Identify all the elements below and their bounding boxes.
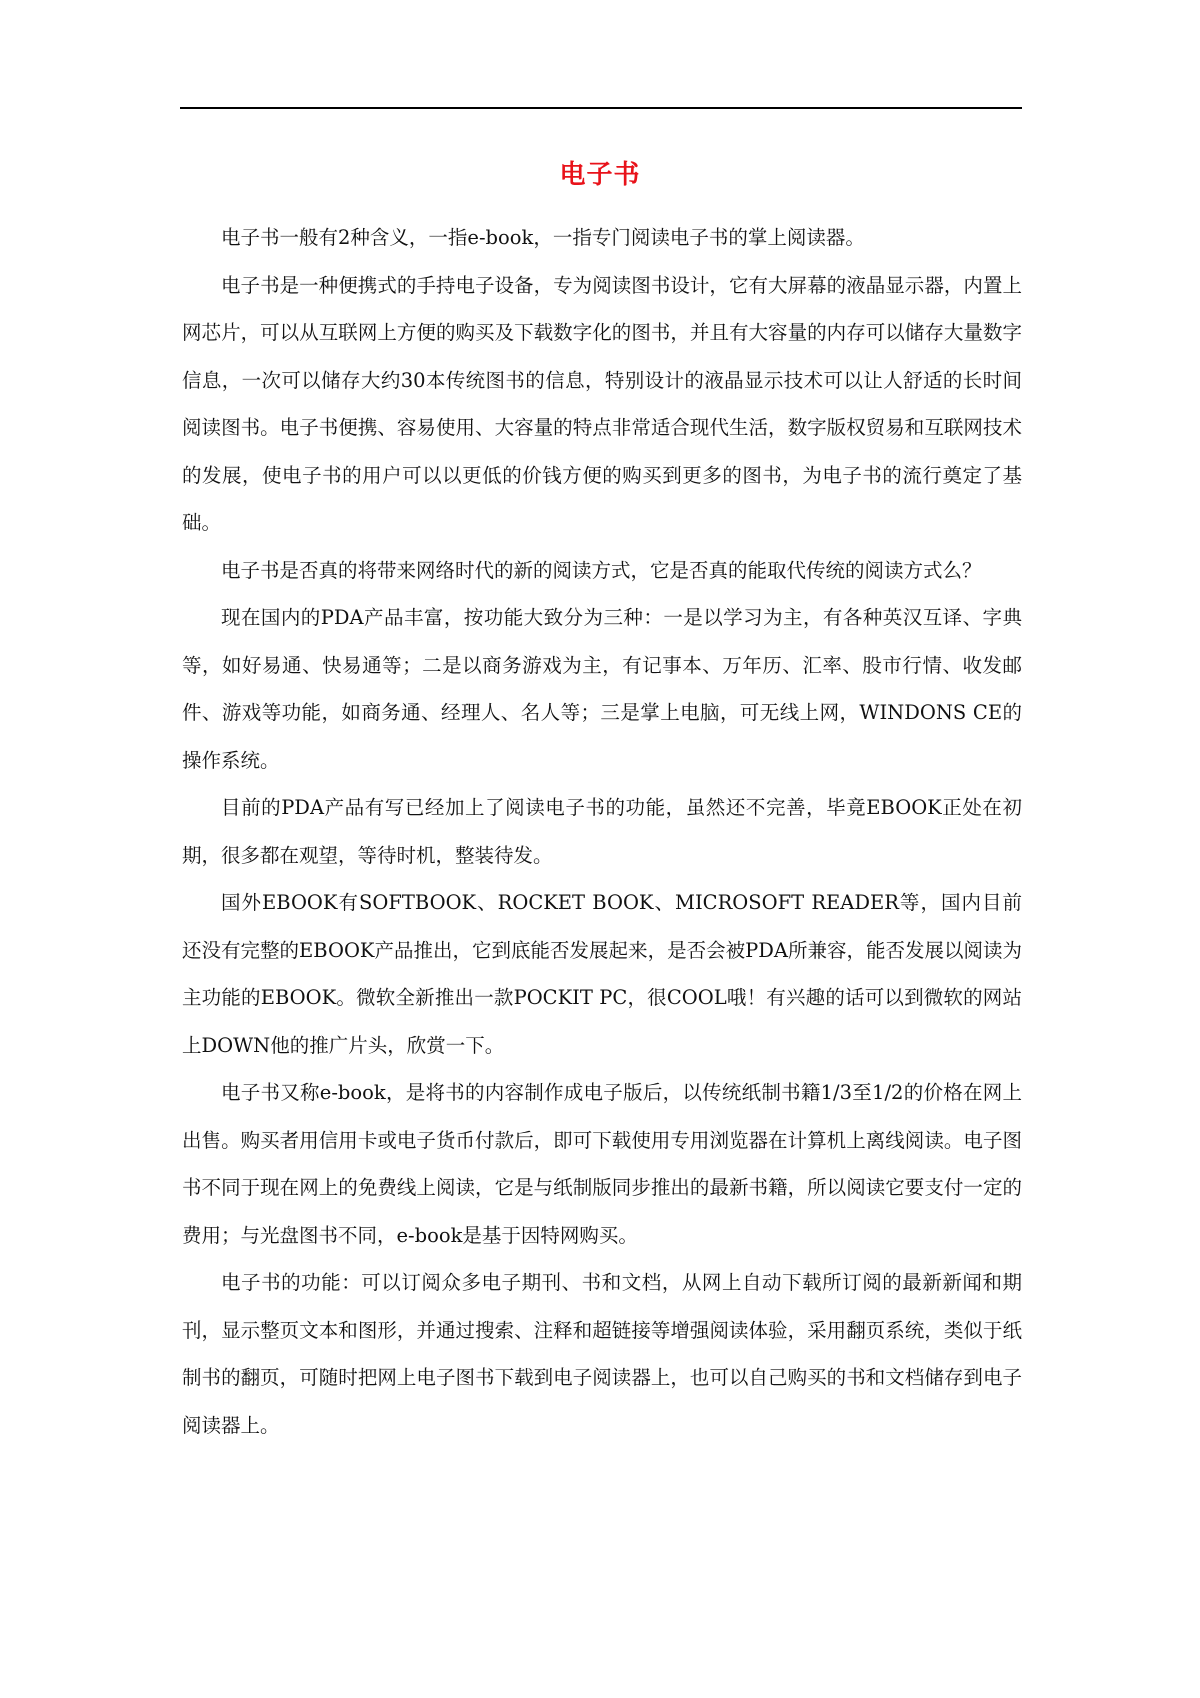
- paragraph: 电子书是否真的将带来网络时代的新的阅读方式，它是否真的能取代传统的阅读方式么？: [221, 558, 982, 582]
- paragraph: 电子书的功能：可以订阅众多电子期刊、书和文档，从网上自动下载所订阅的最新新闻和期刊，显示整页文本和图形，并通过搜索、注释和超链接等增强阅读体验，采用翻页系统，类似于纸制书的翻页，可随时把网上电子图书下载到电子阅读器上，也可以自己购买的书和文档储存到电子阅读器上。: [182, 1271, 1022, 1437]
- paragraph: 电子书一般有2种含义，一指e-book，一指专门阅读电子书的掌上阅读器。: [221, 226, 865, 249]
- paragraph: 电子书又称e-book，是将书的内容制作成电子版后，以传统纸制书籍1/3至1/2的价格在网上出售。购买者用信用卡或电子货币付款后，即可下载使用专用浏览器在计算机上离线阅读。电子图书不同于现在网上的免费线上阅读，它是与纸制版同步推出的最新书籍，所以阅读它要支付一定的费用；与光盘图书不同，e-book是基于因特网购买。: [182, 1081, 1022, 1247]
- paragraph: 现在国内的PDA产品丰富，按功能大致分为三种：一是以学习为主，有各种英汉互译、字典等，如好易通、快易通等；二是以商务游戏为主，有记事本、万年历、汇率、股市行情、收发邮件、游戏等功能，如商务通、经理人、名人等；三是掌上电脑，可无线上网，WINDONS CE的操作系统。: [182, 606, 1022, 772]
- paragraph: 电子书是一种便携式的手持电子设备，专为阅读图书设计，它有大屏幕的液晶显示器，内置上网芯片，可以从互联网上方便的购买及下载数字化的图书，并且有大容量的内存可以储存大量数字信息，一次可以储存大约30本传统图书的信息，特别设计的液晶显示技术可以让人舒适的长时间阅读图书。电子书便携、容易使用、大容量的特点非常适合现代生活，数字版权贸易和互联网技术的发展，使电子书的用户可以以更低的价钱方便的购买到更多的图书，为电子书的流行奠定了基础。: [182, 273, 1022, 534]
- header-rule: [180, 107, 1022, 109]
- paragraph: 国外EBOOK有SOFTBOOK、ROCKET BOOK、MICROSOFT READER等，国内目前还没有完整的EBOOK产品推出，它到底能否发展起来，是否会被PDA所兼容，能否发展以阅读为主功能的EBOOK。微软全新推出一款POCKIT PC，很COOL哦！有兴趣的话可以到微软的网站上DOWN他的推广片头，欣赏一下。: [182, 891, 1022, 1057]
- document-title: 电子书: [559, 160, 641, 190]
- document-body: [182, 214, 1022, 1449]
- paragraph: 目前的PDA产品有写已经加上了阅读电子书的功能，虽然还不完善，毕竟EBOOK正处在初期，很多都在观望，等待时机，整装待发。: [182, 796, 1022, 867]
